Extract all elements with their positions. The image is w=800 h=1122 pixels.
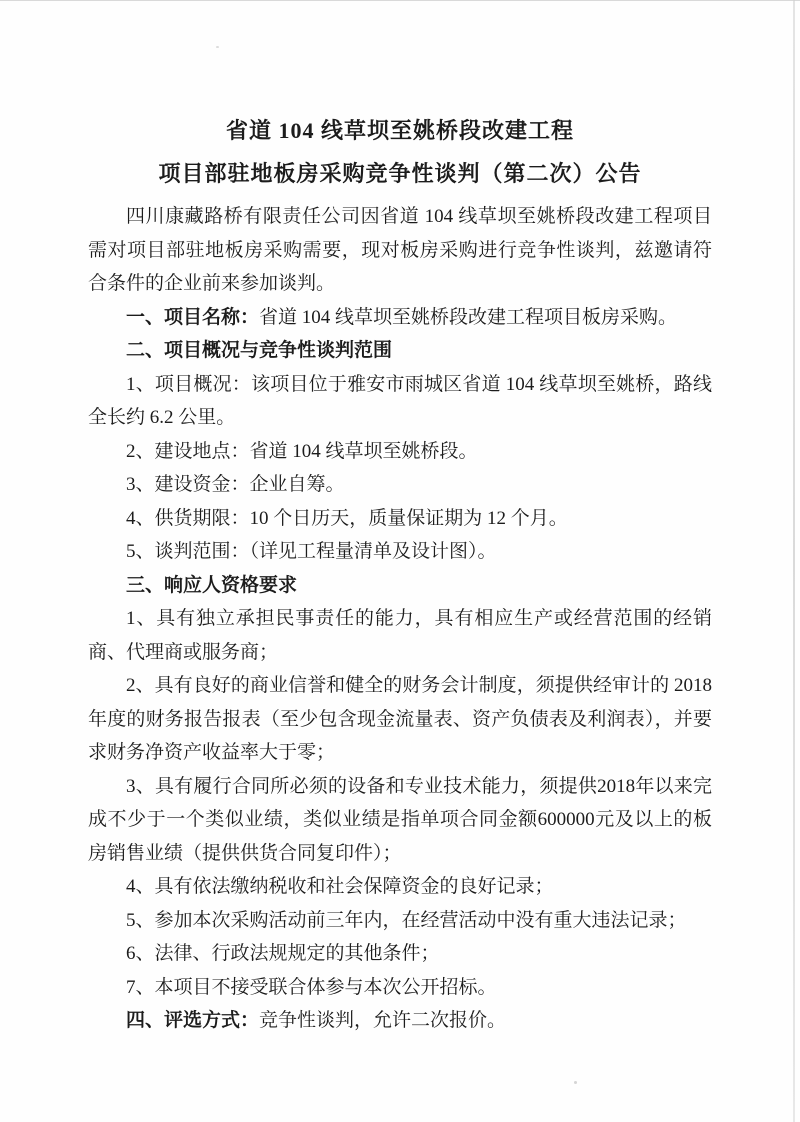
paragraph-text: 2、具有良好的商业信誉和健全的财务会计制度，须提供经审计的 2018 年度的财务报告报表（至少包含现金流量表、资产负债表及利润表），并要求财务净资产收益率大于零； — [88, 675, 712, 763]
paragraph-text: 6、法律、行政法规规定的其他条件； — [126, 943, 440, 964]
paragraph-text: 7、本项目不接受联合体参与本次公开招标。 — [126, 976, 497, 998]
list-item-funding — [88, 468, 712, 502]
paragraph-text: 省道 104 线草坝至姚桥段改建工程项目板房采购。 — [259, 306, 678, 328]
paragraph-text: 四川康藏路桥有限责任公司因省道 104 线草坝至姚桥段改建工程项目需对项目部驻地板房采购需要，现对板房采购进行竞争性谈判，兹邀请符合条件的企业前来参加谈判。 — [88, 206, 712, 294]
paragraph-text: 3、建设资金：企业自筹。 — [126, 474, 345, 495]
list-item-overview — [88, 368, 712, 435]
paragraph-text: 5、谈判范围：（详见工程量清单及设计图）。 — [126, 541, 497, 562]
document-title-line-2: 项目部驻地板房采购竞争性谈判（第二次）公告 — [158, 161, 642, 186]
paragraph-text: 3、具有履行合同所必须的设备和专业技术能力，须提供2018年以来完成不少于一个类似业绩，类似业绩是指单项合同金额600000元及以上的板房销售业绩（提供供货合同复印件）； — [88, 775, 712, 864]
paragraph-lead: 二、项目概况与竞争性谈判范围 — [126, 340, 393, 361]
list-item-qualification-1 — [88, 602, 712, 669]
scan-artifact-top-edge — [0, 0, 800, 1]
list-item-qualification-2 — [88, 669, 712, 770]
scan-speck — [216, 46, 219, 48]
list-item-qualification-5 — [88, 904, 712, 938]
scan-artifact-right-edge — [793, 0, 795, 1122]
list-item-supply-period — [88, 502, 712, 536]
section-heading-selection-method — [88, 1004, 712, 1038]
scan-speck — [574, 1081, 577, 1084]
paragraph-text: 4、具有依法缴纳税收和社会保障资金的良好记录； — [126, 876, 554, 897]
list-item-qualification-4 — [88, 870, 712, 904]
paragraph-text: 5、参加本次采购活动前三年内，在经营活动中没有重大违法记录； — [126, 909, 687, 931]
section-heading-project-overview — [88, 334, 712, 368]
paragraph-text: 竞争性谈判，允许二次报价。 — [259, 1010, 507, 1031]
list-item-qualification-6 — [88, 937, 712, 971]
paragraph-lead: 一、项目名称： — [126, 306, 260, 328]
intro-paragraph — [88, 200, 712, 301]
paragraph-text: 1、具有独立承担民事责任的能力，具有相应生产或经营范围的经销商、代理商或服务商； — [88, 608, 712, 663]
section-heading-qualification — [88, 569, 712, 603]
paragraph-lead: 三、响应人资格要求 — [126, 574, 298, 596]
list-item-qualification-3 — [88, 770, 712, 871]
paragraph-text: 1、项目概况：该项目位于雅安市雨城区省道 104 线草坝至姚桥，路线全长约 6.2 公里。 — [88, 373, 712, 428]
paragraph-text: 2、建设地点：省道 104 线草坝至姚桥段。 — [126, 440, 478, 462]
paragraph-lead: 四、评选方式： — [126, 1010, 260, 1031]
list-item-location — [88, 435, 712, 469]
list-item-negotiation-scope — [88, 535, 712, 569]
document-title-line-1: 省道 104 线草坝至姚桥段改建工程 — [225, 118, 574, 143]
document-body — [88, 200, 712, 1038]
section-heading-project-name — [88, 301, 712, 335]
list-item-qualification-7 — [88, 971, 712, 1005]
paragraph-text: 4、供货期限：10 个日历天，质量保证期为 12 个月。 — [126, 507, 568, 529]
